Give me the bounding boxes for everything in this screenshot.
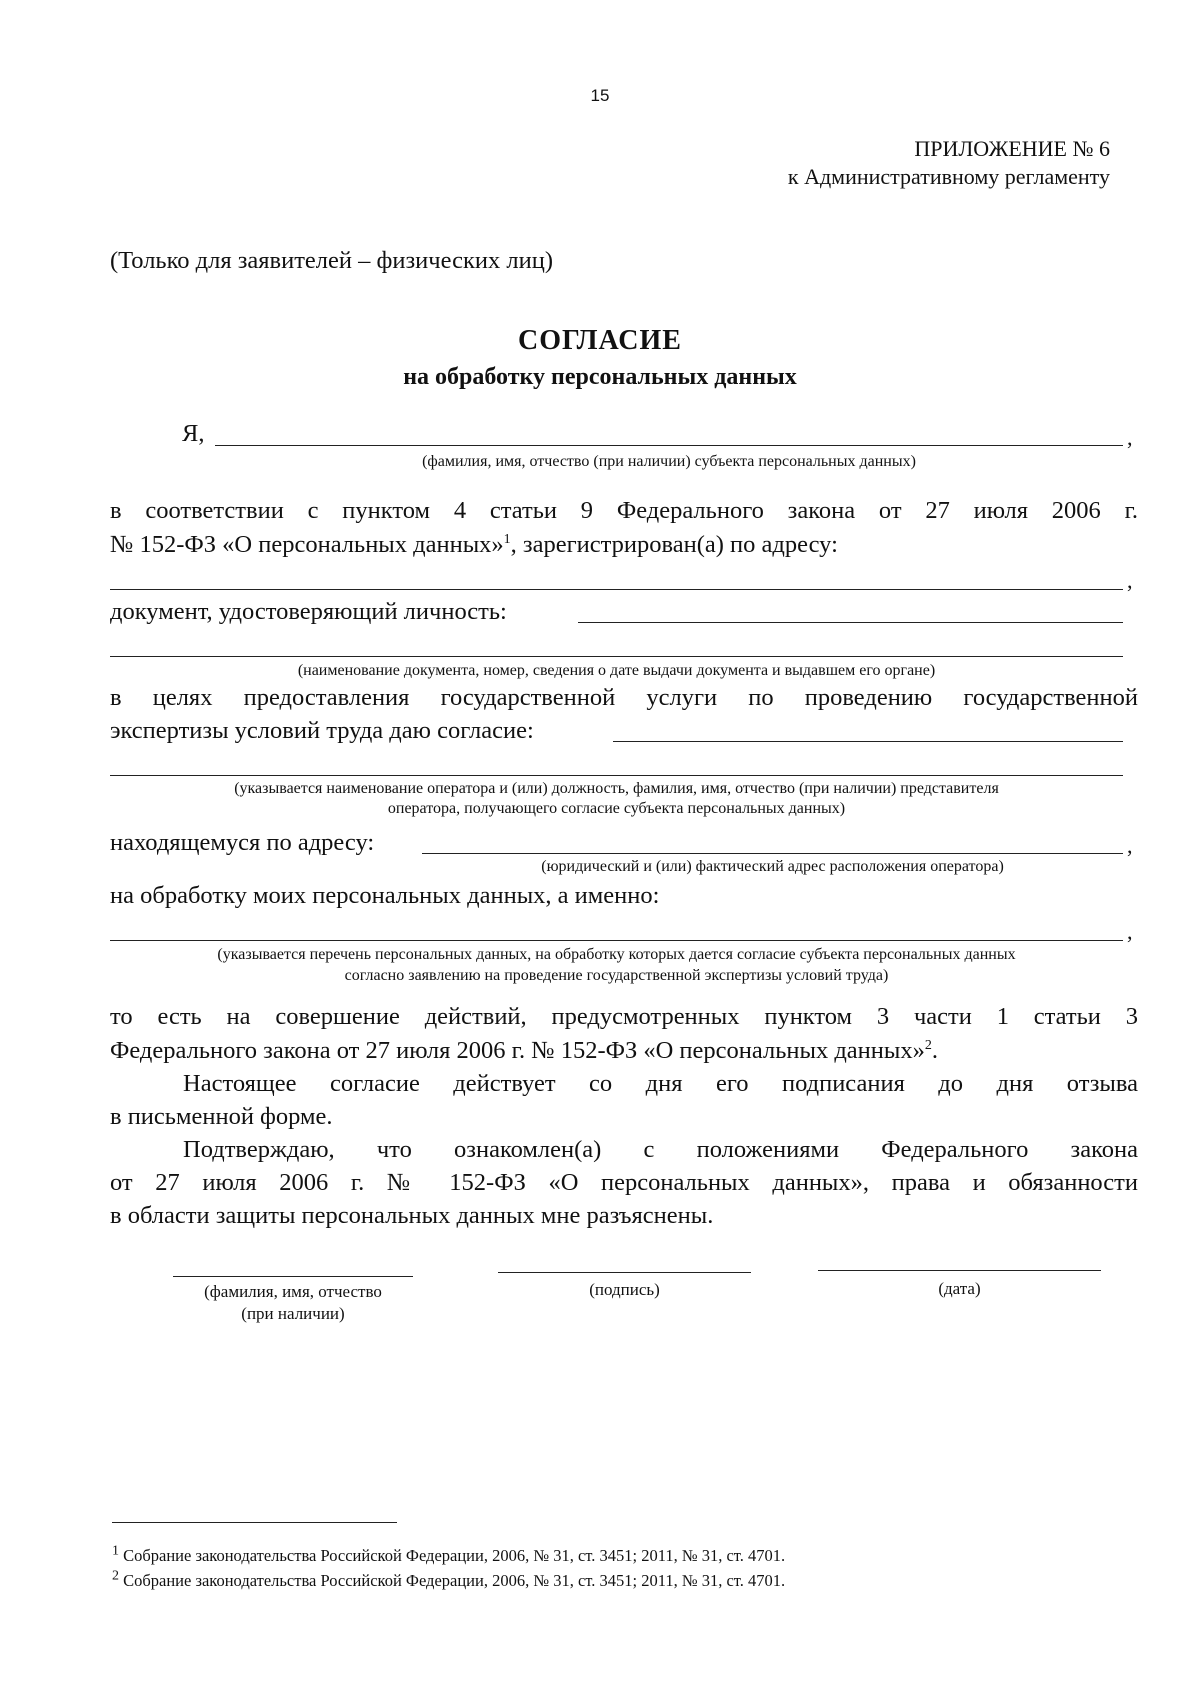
actions-line-1: то есть на совершение действий, предусмотренных пунктом 3 части 1 статьи 3 xyxy=(110,1003,1138,1030)
signature-fio-caption-2: (при наличии) xyxy=(241,1304,345,1323)
identity-document-field-line-2[interactable] xyxy=(110,656,1123,657)
law-reference-line-1: в соответствии с пунктом 4 статьи 9 Федерального закона от 27 июля 2006 г. xyxy=(110,497,1138,524)
document-title: СОГЛАСИЕ xyxy=(518,325,682,356)
operator-address-caption: (юридический и (или) фактический адрес расположения оператора) xyxy=(541,858,1004,875)
fio-comma: , xyxy=(1127,425,1133,450)
operator-address-label: находящемуся по адресу: xyxy=(110,829,375,856)
law-reference-line-2: № 152-ФЗ «О персональных данных»$^1$, зарегистрирован(а) по адресу: xyxy=(110,531,838,558)
purpose-line-2: экспертизы условий труда даю согласие: xyxy=(110,717,534,744)
actions-line-2: Федерального закона от 27 июля 2006 г. № 152-ФЗ «О персональных данных»$^2$. xyxy=(110,1037,938,1064)
operator-address-comma: , xyxy=(1127,833,1133,858)
operator-address-field-line[interactable] xyxy=(422,853,1123,854)
data-list-caption-line-1: (указывается перечень персональных данных, на обработку которых дается согласие субъекта персональных данных xyxy=(217,946,1016,963)
footnote-separator xyxy=(112,1522,397,1523)
identity-document-caption: (наименование документа, номер, сведения о дате выдачи документа и выдавшем его органе) xyxy=(297,662,936,679)
signature-line[interactable] xyxy=(498,1272,751,1273)
applicant-note: (Только для заявителей – физических лиц) xyxy=(110,247,553,274)
personal-data-list-field-line[interactable] xyxy=(110,940,1123,941)
footnote-ref-1: 1 xyxy=(503,531,511,547)
footnote-2: $^2$ Собрание законодательства Российской Федерации, 2006, № 31, ст. 3451; 2011, № 31, ст. 4701. xyxy=(112,1568,786,1590)
validity-line-1: Настоящее согласие действует со дня его подписания до дня отзыва xyxy=(183,1070,1138,1097)
data-list-caption-line-2: согласно заявлению на проведение государственной экспертизы условий труда) xyxy=(344,967,889,984)
signature-fio-line[interactable] xyxy=(173,1276,413,1277)
operator-field-line-2[interactable] xyxy=(110,775,1123,776)
signature-fio-caption-1: (фамилия, имя, отчество xyxy=(204,1282,382,1301)
signature-caption: (подпись) xyxy=(589,1280,660,1299)
confirm-line-2: от 27 июля 2006 г. № 152-ФЗ «О персональных данных», права и обязанности xyxy=(110,1169,1138,1196)
identity-document-label: документ, удостоверяющий личность: xyxy=(110,598,507,625)
footnote-ref-2: 2 xyxy=(924,1037,932,1053)
identity-document-field-line[interactable] xyxy=(578,622,1123,623)
date-caption: (дата) xyxy=(938,1279,981,1298)
operator-field-line[interactable] xyxy=(613,741,1123,742)
appendix-reference: к Административному регламенту xyxy=(787,164,1110,189)
fio-field-line[interactable] xyxy=(215,445,1123,446)
operator-caption-line-1: (указывается наименование оператора и (или) должность, фамилия, имя, отчество (при наличии) представителя xyxy=(234,780,999,797)
document-subtitle: на обработку персональных данных xyxy=(403,364,797,390)
operator-caption-line-2: оператора, получающего согласие субъекта персональных данных) xyxy=(387,800,846,817)
confirm-line-1: Подтверждаю, что ознакомлен(а) с положениями Федерального закона xyxy=(183,1136,1138,1163)
processing-label: на обработку моих персональных данных, а именно: xyxy=(110,882,660,909)
i-label: Я, xyxy=(182,420,205,447)
confirm-line-3: в области защиты персональных данных мне разъяснены. xyxy=(110,1202,714,1229)
fio-caption: (фамилия, имя, отчество (при наличии) субъекта персональных данных) xyxy=(422,453,916,470)
footnote-1: $^1$ Собрание законодательства Российской Федерации, 2006, № 31, ст. 3451; 2011, № 31, ст. 4701. xyxy=(112,1543,786,1565)
date-line[interactable] xyxy=(818,1270,1101,1271)
registration-address-line[interactable] xyxy=(110,589,1123,590)
data-list-comma: , xyxy=(1127,919,1133,944)
address-comma: , xyxy=(1127,568,1133,593)
appendix-number: ПРИЛОЖЕНИЕ № 6 xyxy=(914,136,1110,161)
validity-line-2: в письменной форме. xyxy=(110,1103,333,1130)
page-number: 15 xyxy=(590,86,610,105)
purpose-line-1: в целях предоставления государственной услуги по проведению государственной xyxy=(110,684,1138,711)
